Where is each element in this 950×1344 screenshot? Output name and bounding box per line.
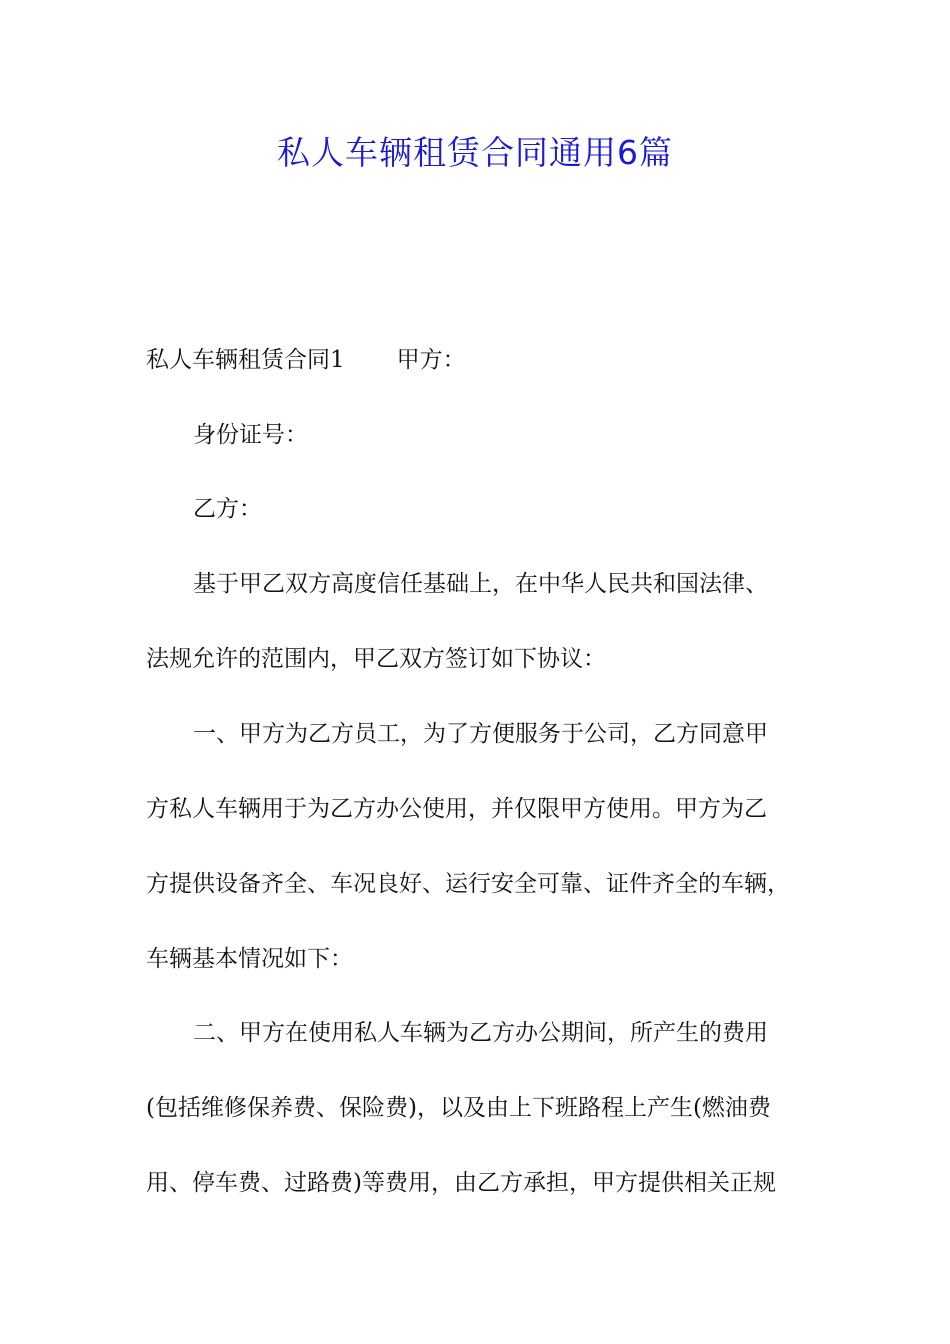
- document-title: 私人车辆租赁合同通用6篇: [277, 133, 673, 172]
- paragraph-line: 车辆基本情况如下：: [146, 946, 353, 972]
- paragraph-line: 一、甲方为乙方员工，为了方便服务于公司，乙方同意甲: [193, 721, 768, 747]
- party-b-line: 乙方：: [193, 496, 262, 522]
- paragraph-line: 用、停车费、过路费)等费用，由乙方承担，甲方提供相关正规: [146, 1170, 776, 1196]
- paragraph-line: 方提供设备齐全、车况良好、运行安全可靠、证件齐全的车辆，: [146, 871, 790, 897]
- paragraph-line: (包括维修保养费、保险费)，以及由上下班路程上产生(燃油费: [146, 1095, 771, 1121]
- contract-subtitle: 私人车辆租赁合同1: [146, 347, 345, 373]
- paragraph-line: 二、甲方在使用私人车辆为乙方办公期间，所产生的费用: [193, 1020, 768, 1046]
- contract-header-line: [146, 342, 836, 378]
- paragraph-line: 基于甲乙双方高度信任基础上，在中华人民共和国法律、: [193, 571, 768, 597]
- id-number-line: 身份证号：: [193, 422, 308, 448]
- paragraph-line: 方私人车辆用于为乙方办公使用，并仅限甲方使用。甲方为乙: [146, 796, 767, 822]
- paragraph-line: 法规允许的范围内，甲乙双方签订如下协议：: [146, 646, 606, 672]
- party-a-label: 甲方：: [396, 347, 466, 373]
